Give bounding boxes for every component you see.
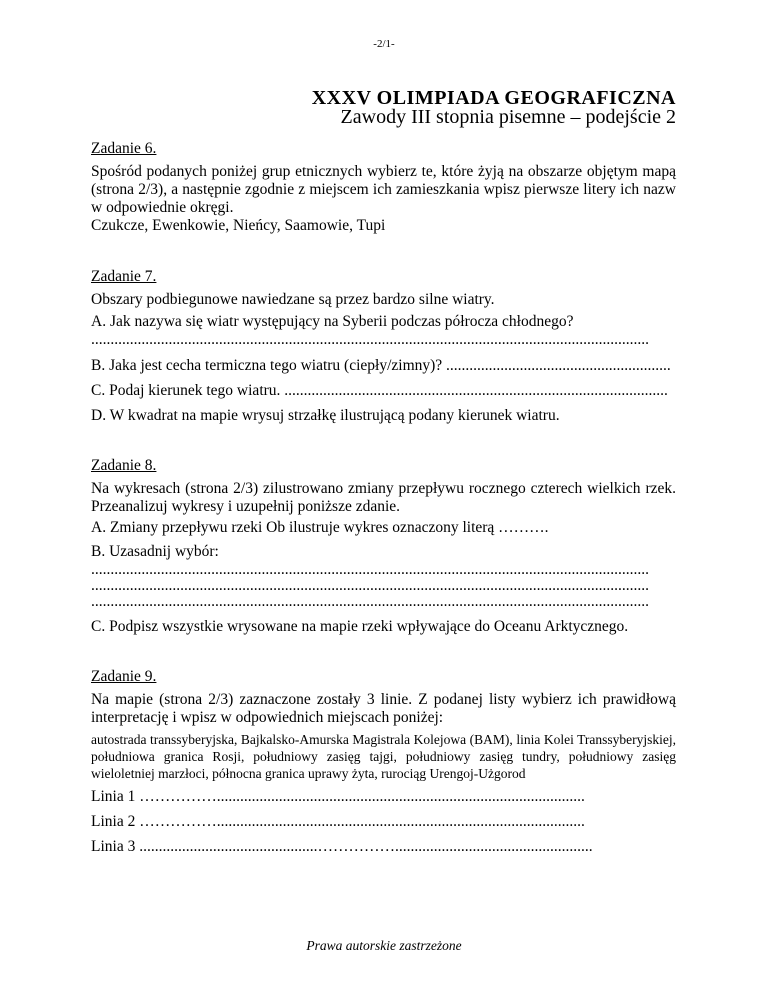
task-9-line-3[interactable]: Linia 3 ..............................................……………...................................................: [91, 838, 593, 855]
olympiad-title: XXXV OLIMPIADA GEOGRAFICZNA: [311, 87, 676, 109]
task-9-heading: Zadanie 9.: [91, 668, 157, 685]
task-7-question-d: D. W kwadrat na mapie wrysuj strzałkę ilustrującą podany kierunek wiatru.: [91, 407, 560, 424]
task-8-question-b: B. Uzasadnij wybór:: [91, 543, 219, 560]
task-9-line-2[interactable]: Linia 2 ……………...............................................................................................: [91, 813, 585, 830]
task-8-answer-line[interactable]: ................................................................................................................................................: [91, 593, 649, 610]
task-7-intro: Obszary podbiegunowe nawiedzane są przez bardzo silne wiatry.: [91, 291, 495, 308]
copyright-footer: Prawa autorskie zastrzeżone: [306, 938, 462, 953]
task-9-intro: Na mapie (strona 2/3) zaznaczone zostały 3 linie. Z podanej listy wybierz ich prawidłową interpretację i wpisz w odpowiednich miejscach poniżej:: [91, 691, 676, 726]
task-8-answer-line[interactable]: ................................................................................................................................................: [91, 561, 649, 578]
task-7-question-a: A. Jak nazywa się wiatr występujący na Syberii podczas półrocza chłodnego?: [91, 313, 574, 330]
task-7-question-b: B. Jaka jest cecha termiczna tego wiatru (ciepły/zimny)? ..........................................................: [91, 357, 671, 374]
task-6-heading: Zadanie 6.: [91, 140, 157, 157]
task-8-heading: Zadanie 8.: [91, 457, 157, 474]
task-8-answer-line[interactable]: ................................................................................................................................................: [91, 577, 649, 594]
task-8-question-a: A. Zmiany przepływu rzeki Ob ilustruje wykres oznaczony literą ……….: [91, 519, 549, 536]
task-6-groups: Czukcze, Ewenkowie, Nieńcy, Saamowie, Tupi: [91, 217, 386, 234]
task-8-intro: Na wykresach (strona 2/3) zilustrowano zmiany przepływu rocznego czterech wielkich rzek. Przeanalizuj wykresy i uzupełnij poniższe zdanie.: [91, 480, 676, 515]
task-8-question-c: C. Podpisz wszystkie wrysowane na mapie rzeki wpływające do Oceanu Arktycznego.: [91, 618, 629, 635]
task-9-options: autostrada transsyberyjska, Bajkalsko-Amurska Magistrala Kolejowa (BAM), linia Kolei Transsyberyjskiej, południowa granica Rosji, południowy zasięg tajgi, południowy zasięg tundry, południowy zasięg wieloletniej marzłoci, północna granica uprawy żyta, rurociąg Urengoj-Użgorod: [91, 732, 676, 781]
task-6-text: Spośród podanych poniżej grup etnicznych wybierz te, które żyją na obszarze objętym mapą (strona 2/3), a następnie zgodnie z miejscem ich zamieszkania wpisz pierwsze litery ich nazw w odpowiednie okręgi.: [91, 163, 676, 216]
task-9-line-1[interactable]: Linia 1 ……………...............................................................................................: [91, 788, 585, 805]
page-number: -2/1-: [373, 38, 395, 50]
olympiad-subtitle: Zawody III stopnia pisemne – podejście 2: [340, 106, 676, 128]
task-7-heading: Zadanie 7.: [91, 268, 157, 285]
task-7-question-c: C. Podaj kierunek tego wiatru. ...................................................................................................: [91, 382, 668, 399]
task-7-answer-a-line[interactable]: ................................................................................................................................................: [91, 331, 649, 348]
